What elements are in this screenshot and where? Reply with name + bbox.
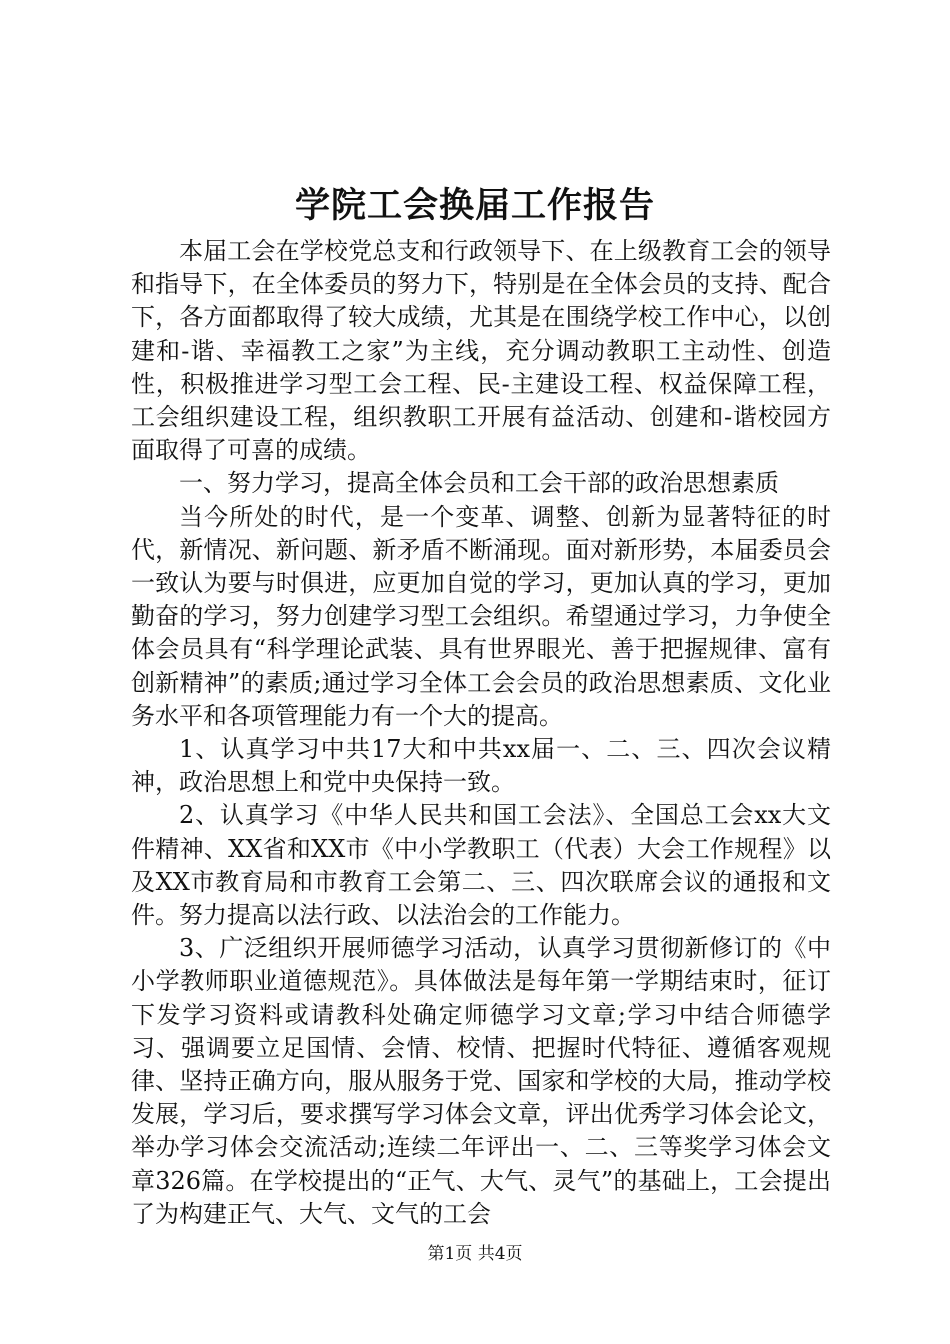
section-heading-1: 一、努力学习，提高全体会员和工会干部的政治思想素质 bbox=[179, 469, 779, 498]
paragraph-intro: 本届工会在学校党总支和行政领导下、在上级教育工会的领导和指导下，在全体委员的努力下，特别是在全体会员的支持、配合下，各方面都取得了较大成绩，尤其是在围绕学校工作中心，以创建和-谐、幸福教工之家”为主线，充分调动教职工主动性、创造性，积极推进学习型工会工程、民-主建设工程、权益保障工程，工会组织建设工程，组织教职工开展有益活动、创建和-谐校园方面取得了可喜的成绩。 bbox=[131, 237, 831, 465]
list-item-1: 1、认真学习中共17大和中共xx届一、二、三、四次会议精神，政治思想上和党中央保持一致。 bbox=[131, 735, 831, 797]
list-item-2: 2、认真学习《中华人民共和国工会法》、全国总工会xx大文件精神、XX省和XX市《中小学教职工（代表）大会工作规程》以及XX市教育局和市教育工会第二、三、四次联席会议的通报和文件。努力提高以法行政、以法治会的工作能力。 bbox=[131, 801, 831, 930]
page-footer: 第1页 共4页 bbox=[427, 1244, 523, 1264]
paragraph-section-1: 当今所处的时代，是一个变革、调整、创新为显著特征的时代，新情况、新问题、新矛盾不断涌现。面对新形势，本届委员会一致认为要与时俱进，应更加自觉的学习，更加认真的学习，更加勤奋的学习，努力创建学习型工会组织。希望通过学习，力争使全体会员具有“科学理论武装、具有世界眼光、善于把握规律、富有创新精神”的素质;通过学习全体工会会员的政治思想素质、文化业务水平和各项管理能力有一个大的提高。 bbox=[131, 502, 831, 730]
document-title: 学院工会换届工作报告 bbox=[294, 185, 655, 226]
list-item-3: 3、广泛组织开展师德学习活动，认真学习贯彻新修订的《中小学教师职业道德规范》。具体做法是每年第一学期结束时，征订下发学习资料或请教科处确定师德学习文章;学习中结合师德学习、强调要立足国情、会情、校情、把握时代特征、遵循客观规律、坚持正确方向，服从服务于党、国家和学校的大局，推动学校发展，学习后，要求撰写学习体会文章，评出优秀学习体会论文，举办学习体会交流活动;连续二年评出一、二、三等奖学习体会文章326篇。在学校提出的“正气、大气、灵气”的基础上，工会提出了为构建正气、大气、文气的工会 bbox=[131, 934, 831, 1228]
document-body bbox=[131, 235, 831, 1231]
